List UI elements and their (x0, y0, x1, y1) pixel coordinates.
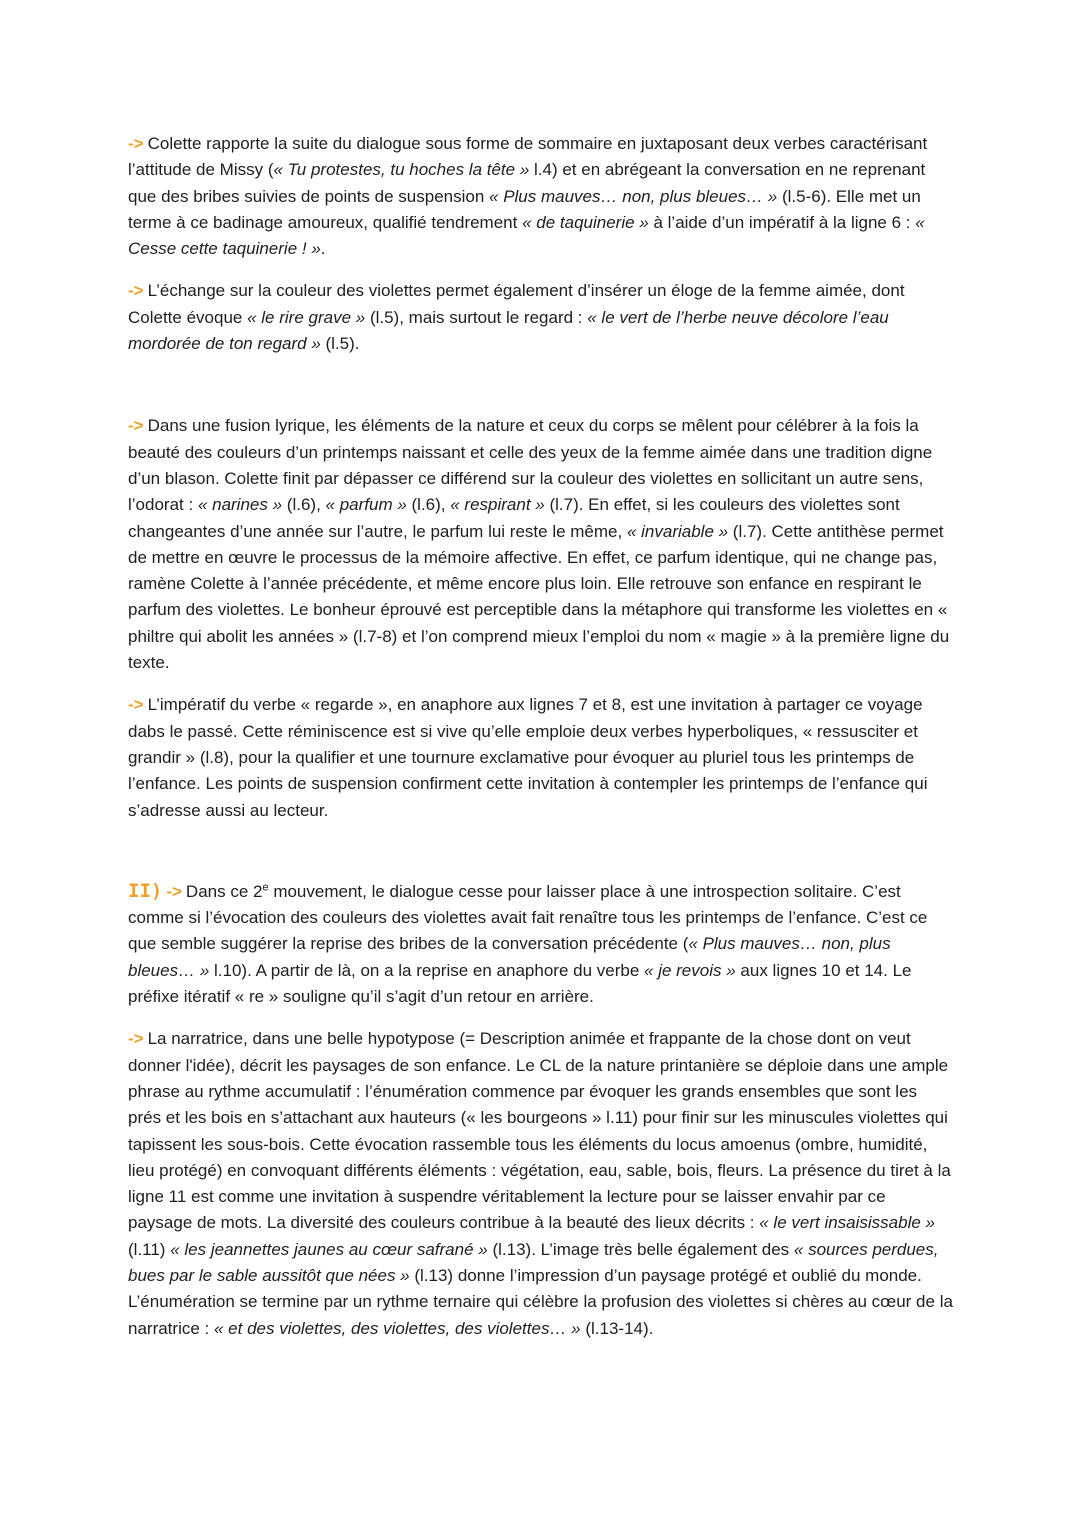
paragraph (128, 1026, 953, 1342)
arrow-right-icon: -> (128, 1029, 144, 1049)
text-run: à l’aide d’un impératif à la ligne 6 : (648, 212, 916, 232)
quotation: « respirant » (450, 495, 545, 515)
quotation: « invariable » (626, 521, 729, 541)
quotation: « le rire grave » (247, 307, 366, 327)
text-run: (l.7). Cette antithèse permet de mettre en œuvre le processus de la mémoire affective. En effet, ce parfum identique, qui ne change pas, ramène Colette à l’année précédente, et même encore plus loin. Elle retrouve son enfance en respirant le parfum des violettes. Le bonheur éprouvé est perceptible dans la métaphore qui transforme les violettes en « philtre qui abolit les années » (l.7-8) et l’on comprend mieux l’emploi du nom « magie » à la première ligne du texte. (128, 521, 950, 673)
quotation: « les jeannettes jaunes au cœur safrané » (170, 1239, 488, 1259)
arrow-right-icon: -> (128, 281, 144, 301)
paragraph (128, 131, 953, 262)
paragraph (128, 692, 953, 823)
document-page (128, 131, 953, 1358)
quotation: « Tu protestes, tu hoches la tête » (273, 160, 530, 180)
arrow-right-icon: -> (128, 695, 144, 715)
quotation: « de taquinerie » (522, 212, 649, 232)
text-run: l.4) et en abrégeant la conversation en ne reprenant que des bribes suivies de points de suspension (128, 160, 926, 206)
quotation: « narines » (197, 495, 283, 515)
text-run: (l.7). En effet, si les couleurs des violettes sont changeantes d’une année sur l’autre, le parfum lui reste le même, (128, 495, 900, 541)
text-run: (l.5), mais surtout le regard : (365, 307, 588, 327)
text-run: (l.13-14). (580, 1318, 654, 1338)
superscript: e (262, 881, 269, 894)
quotation: « sources perdues, bues par le sable aussitôt que nées » (128, 1239, 939, 1285)
text-run: (l.5). (320, 334, 360, 354)
text-run: aux lignes 10 et 14. Le préfixe itératif « re » souligne qu’il s’agit d’un retour en arrière. (128, 960, 912, 1007)
text-run: (l.5-6). Elle met un terme à ce badinage amoureux, qualifié tendrement (128, 186, 921, 232)
quotation: « Plus mauves… non, plus bleues… » (128, 934, 891, 980)
text-run: l.10). A partir de là, on a la reprise en anaphore du verbe (209, 960, 645, 980)
quotation: « je revois » (644, 960, 736, 980)
text-run: (l.6), (282, 495, 326, 515)
arrow-right-icon: -> (128, 416, 144, 436)
quotation: « Plus mauves… non, plus bleues… » (489, 186, 778, 206)
arrow-right-icon: -> (166, 881, 182, 901)
text-run: (l.13). L’image très belle également des (487, 1239, 794, 1259)
text-run: Dans ce 2 (185, 881, 263, 901)
paragraph (128, 278, 953, 357)
quotation: « le vert insaisissable » (759, 1213, 936, 1233)
quotation: « le vert de l’herbe neuve décolore l’eau mordorée de ton regard » (128, 307, 889, 354)
text-run: La narratrice, dans une belle hypotypose (= Description animée et frappante de la chose dont on veut donner l'idée), décrit les paysages de son enfance. Le CL de la nature printanière se déploie dans une ample phrase au rythme accumulatif : l’énumération commence par évoquer les grands ensembles que sont les prés et les bois en s’attachant aux hauteurs (« les bourgeons » l.11) pour finir sur les minuscules violettes qui tapissent les sous-bois. Cette évocation rassemble tous les éléments du locus amoenus (ombre, humidité, lieu protégé) en convoquant différents éléments : végétation, eau, sable, bois, fleurs. La présence du tiret à la ligne 11 est comme une invitation à suspendre véritablement la lecture pour se laisser envahir par ce paysage de mots. La diversité des couleurs contribue à la beauté des lieux décrits : (128, 1029, 951, 1233)
section-number: II) (128, 879, 163, 902)
text-run: L’impératif du verbe « regarde », en anaphore aux lignes 7 et 8, est une invitation à partager ce voyage dabs le passé. Cette réminiscence est si vive qu’elle emploie deux verbes hyperboliques, « ressusciter et grandir » (l.8), pour la qualifier et une tournure exclamative pour évoquer au pluriel tous les printemps de l’enfance. Les points de suspension confirment cette invitation à contempler les printemps de l’enfance qui s’adresse aussi au lecteur. (128, 695, 928, 820)
text-run: (l.13) donne l’impression d’un paysage protégé et oublié du monde. L’énumération se termine par un rythme ternaire qui célèbre la profusion des violettes si chères au cœur de la narratrice : (128, 1265, 953, 1338)
text-run: (l.6), (406, 495, 451, 515)
quotation: « et des violettes, des violettes, des violettes… » (213, 1318, 581, 1338)
quotation: « Cesse cette taquinerie ! » (128, 212, 925, 259)
text-run: (l.11) (128, 1239, 171, 1259)
arrow-right-icon: -> (128, 134, 144, 153)
text-run: mouvement, le dialogue cesse pour laisser place à une introspection solitaire. C’est comme si l’évocation des couleurs des violettes avait fait renaître tous les printemps de l’enfance. C’est ce que semble suggérer la reprise des bribes de la conversation précédente ( (128, 881, 928, 954)
text-run: L’échange sur la couleur des violettes permet également d’insérer un éloge de la femme aimée, dont Colette évoque (128, 281, 905, 327)
text-run: . (320, 239, 326, 259)
text-run: Dans une fusion lyrique, les éléments de la nature et ceux du corps se mêlent pour célébrer à la fois la beauté des couleurs d’un printemps naissant et celle des yeux de la femme aimée dans une tradition digne d’un blason. Colette finit par dépasser ce différend sur la couleur des violettes en sollicitant un autre sens, l’odorat : (128, 416, 933, 515)
quotation: « parfum » (325, 495, 407, 515)
text-run: Colette rapporte la suite du dialogue sous forme de sommaire en juxtaposant deux verbes caractérisant l’attitude de Missy ( (128, 134, 928, 180)
paragraph (128, 413, 953, 676)
paragraph (128, 878, 953, 1010)
